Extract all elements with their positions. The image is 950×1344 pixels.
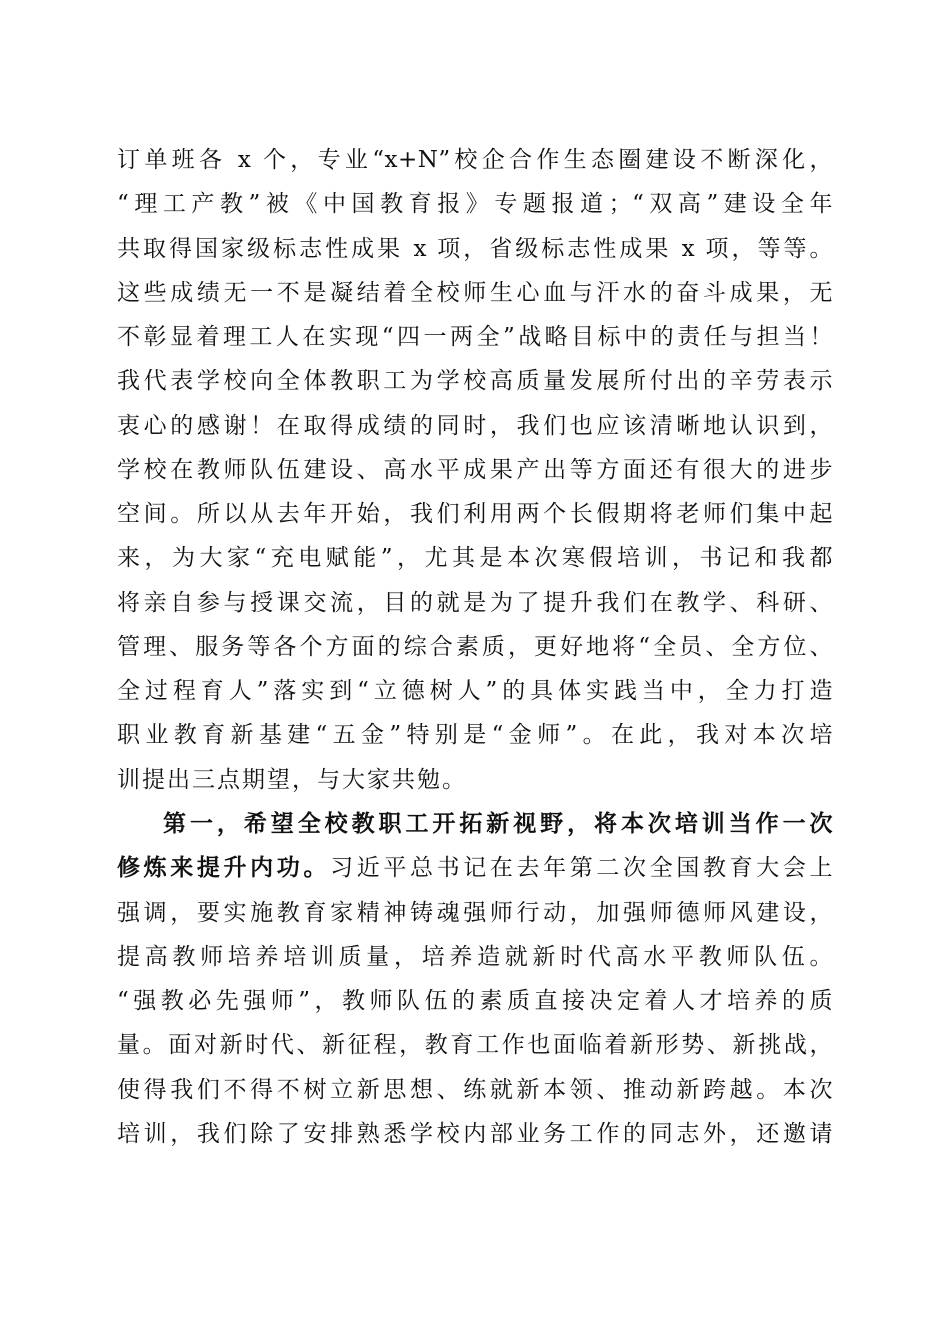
paragraph-line: 订单班各 x 个，专业“x+N”校企合作生态圈建设不断深化， xyxy=(117,147,833,173)
paragraph-line-tail: 习近平总书记在去年第二次全国教育大会上 xyxy=(330,855,834,882)
paragraph-line: 空间。所以从去年开始，我们利用两个长假期将老师们集中起 xyxy=(117,501,833,527)
paragraph-line: “强教必先强师”，教师队伍的素质直接决定着人才培养的质 xyxy=(117,988,833,1014)
paragraph-line: 不彰显着理工人在实现“四一两全”战略目标中的责任与担当！ xyxy=(117,324,833,350)
paragraph-2 xyxy=(117,802,833,1156)
paragraph-line: 来，为大家“充电赋能”，尤其是本次寒假培训，书记和我都 xyxy=(117,545,833,572)
paragraph-1 xyxy=(117,138,833,802)
paragraph-line-mixed xyxy=(117,846,833,890)
paragraph-line: 提高教师培养培训质量，培养造就新时代高水平教师队伍。 xyxy=(117,943,833,970)
paragraph-line: 强调，要实施教育家精神铸魂强师行动，加强师德师风建设， xyxy=(117,899,833,926)
paragraph-line: 共取得国家级标志性成果 x 项，省级标志性成果 x 项，等等。 xyxy=(117,235,833,262)
paragraph-line: 培训，我们除了安排熟悉学校内部业务工作的同志外，还邀请 xyxy=(117,1120,833,1147)
paragraph-line: “理工产教”被《中国教育报》专题报道；“双高”建设全年 xyxy=(117,191,833,218)
paragraph-line: 这些成绩无一不是凝结着全校师生心血与汗水的奋斗成果，无 xyxy=(117,279,833,306)
paragraph-heading-line: 第一，希望全校教职工开拓新视野，将本次培训当作一次 xyxy=(163,810,833,837)
paragraph-line: 职业教育新基建“五金”特别是“金师”。在此，我对本次培 xyxy=(117,722,833,749)
paragraph-line: 训提出三点期望，与大家共勉。 xyxy=(117,766,467,793)
paragraph-line: 将亲自参与授课交流，目的就是为了提升我们在教学、科研、 xyxy=(117,589,833,616)
paragraph-heading-tail: 修炼来提升内功。 xyxy=(117,854,331,882)
paragraph-line: 我代表学校向全体教职工为学校高质量发展所付出的辛劳表示 xyxy=(117,368,833,395)
paragraph-line: 使得我们不得不树立新思想、练就新本领、推动新跨越。本次 xyxy=(117,1076,833,1103)
paragraph-line: 量。面对新时代、新征程，教育工作也面临着新形势、新挑战， xyxy=(117,1032,833,1059)
paragraph-line: 学校在教师队伍建设、高水平成果产出等方面还有很大的进步 xyxy=(117,456,833,483)
paragraph-line: 全过程育人”落实到“立德树人”的具体实践当中，全力打造 xyxy=(117,678,833,704)
paragraph-line: 衷心的感谢！在取得成绩的同时，我们也应该清晰地认识到， xyxy=(117,412,833,439)
paragraph-line: 管理、服务等各个方面的综合素质，更好地将“全员、全方位、 xyxy=(117,633,833,660)
